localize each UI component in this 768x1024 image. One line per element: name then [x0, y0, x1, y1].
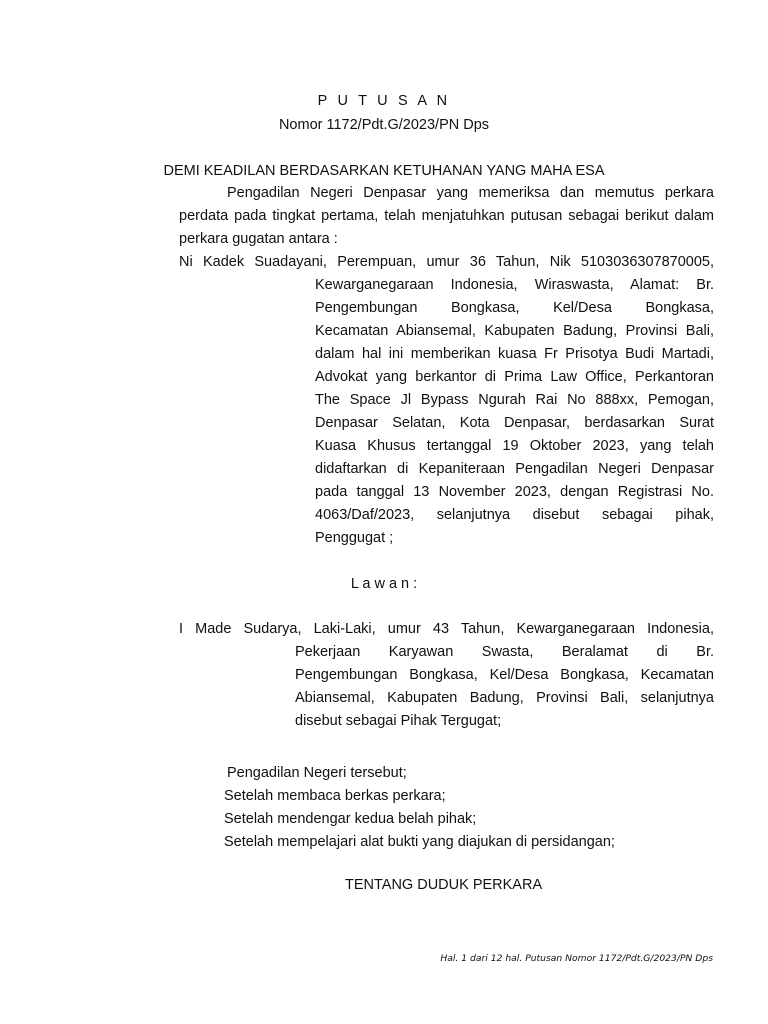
plaintiff-detail-line: Penggugat ;	[315, 530, 394, 546]
plaintiff-detail-line: dalam hal ini memberikan kuasa Fr Prisotya Budi Martadi,	[315, 346, 714, 362]
plaintiff-detail-line: Kewarganegaraan Indonesia, Wiraswasta, Alamat: Br.	[315, 277, 714, 293]
intro-paragraph-line: perdata pada tingkat pertama, telah menjatuhkan putusan sebagai berikut dalam	[179, 208, 714, 224]
plaintiff-detail-line: Kecamatan Abiansemal, Kabupaten Badung, Provinsi Bali,	[315, 323, 714, 339]
plaintiff-detail-line: Pengembungan Bongkasa, Kel/Desa Bongkasa,	[315, 300, 714, 316]
case-number: Nomor 1172/Pdt.G/2023/PN Dps	[278, 117, 490, 133]
document-title: P U T U S A N	[317, 93, 451, 109]
plaintiff-detail-line: pada tanggal 13 November 2023, dengan Registrasi No.	[315, 484, 714, 500]
defendant-detail-line: disebut sebagai Pihak Tergugat;	[295, 713, 502, 729]
page-footer: Hal. 1 dari 12 hal. Putusan Nomor 1172/Pdt.G/2023/PN Dps	[440, 953, 713, 964]
defendant-detail-line: Pekerjaan Karyawan Swasta, Beralamat di Br.	[295, 644, 714, 660]
defendant-detail-line: Pengembungan Bongkasa, Kel/Desa Bongkasa, Kecamatan	[295, 667, 714, 683]
plaintiff-detail-line: The Space Jl Bypass Ngurah Rai No 888xx, Pemogan,	[315, 392, 714, 408]
court-motto: DEMI KEADILAN BERDASARKAN KETUHANAN YANG MAHA ESA	[163, 163, 605, 179]
plaintiff-detail-line: didaftarkan di Kepaniteraan Pengadilan Negeri Denpasar	[315, 461, 714, 477]
consideration-line: Setelah mendengar kedua belah pihak;	[224, 811, 477, 827]
consideration-line: Setelah mempelajari alat bukti yang diajukan di persidangan;	[224, 834, 615, 850]
plaintiff-detail-line: Kuasa Khusus tertanggal 19 Oktober 2023, yang telah	[315, 438, 714, 454]
consideration-line: Pengadilan Negeri tersebut;	[227, 765, 407, 781]
versus-heading: L a w a n :	[350, 576, 418, 592]
section-heading: TENTANG DUDUK PERKARA	[345, 877, 543, 893]
plaintiff-detail-line: Denpasar Selatan, Kota Denpasar, berdasarkan Surat	[315, 415, 714, 431]
plaintiff-detail-line: Advokat yang berkantor di Prima Law Office, Perkantoran	[315, 369, 714, 385]
consideration-line: Setelah membaca berkas perkara;	[224, 788, 446, 804]
plaintiff-detail-line: 4063/Daf/2023, selanjutnya disebut sebagai pihak,	[315, 507, 714, 523]
intro-paragraph-line: perkara gugatan antara :	[179, 231, 338, 247]
plaintiff-identity: Ni Kadek Suadayani, Perempuan, umur 36 Tahun, Nik 5103036307870005,	[179, 254, 714, 270]
defendant-detail-line: Abiansemal, Kabupaten Badung, Provinsi Bali, selanjutnya	[295, 690, 714, 706]
defendant-identity: I Made Sudarya, Laki-Laki, umur 43 Tahun, Kewarganegaraan Indonesia,	[179, 621, 714, 637]
intro-paragraph-line: Pengadilan Negeri Denpasar yang memeriksa dan memutus perkara	[227, 185, 714, 201]
